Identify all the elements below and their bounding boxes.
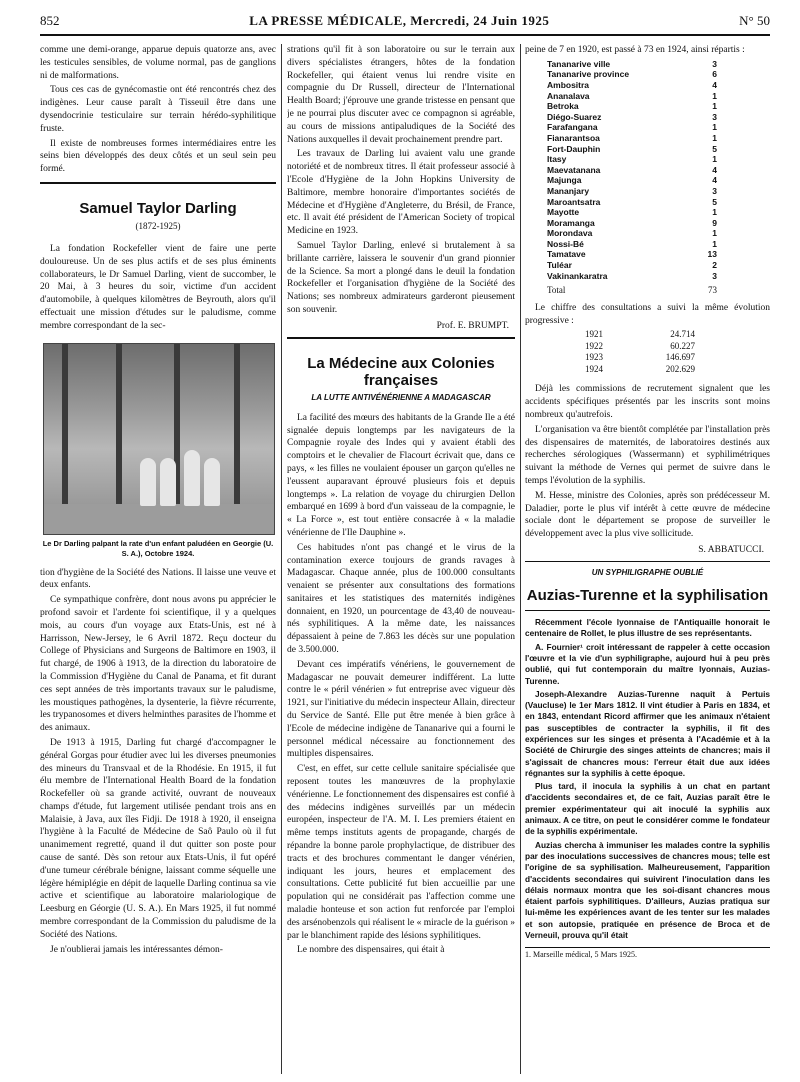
darling-photograph <box>43 343 275 535</box>
dispensary-table <box>547 59 717 296</box>
dispensary-count: 1 <box>712 207 717 218</box>
colonies-paragraph-2: Ces habitudes n'ont pas changé et le virus de la contamination exerce toujours de grands ravages à Madagascar. Chaque année, plus de 100.000 consultants venaient se présenter aux consultations des formations sanitaires et les statistiques des maternités indigènes donnaient, en 1920, un pourcentage de 43,40 de nouveau-nés syphilitiques. A la même date, les naissances dépassaient à peine de 7.863 les décès sur une population de 3.500.000. <box>287 542 515 656</box>
conclusion-paragraph-2: L'organisation va être bientôt complétée par l'installation près des dispensaires de maternités, de laboratoires destinés aux recherches sérologiques (Wassermann) et syphilimétriques suivant la méthode de Vernes qui permet de suivre dans le temps l'évolution de la syphilis. <box>525 424 770 487</box>
dispensary-count: 1 <box>712 228 717 239</box>
auzias-paragraph-1: Récemment l'école lyonnaise de l'Antiquaille honorait le centenaire de Rollet, le plus illustre de ses représentants. <box>525 617 770 639</box>
dispensary-place: Majunga <box>547 175 582 186</box>
dispensary-row <box>547 112 717 123</box>
colonies-paragraph-4: C'est, en effet, sur cette cellule sanitaire spécialisée que reposent toutes les manœuvres de la prophylaxie vénérienne. Le fonctionnement des dispensaires est confié à des médecins indigènes surveillés par un médecin européen, inspecteur de l'A. M. I. Les premiers étaient en même temps instituts agents de propagande, chargés de répandre la bonne parole prophylactique, de distribuer des tracts et des brochures commentant le danger vénérien, indiquant les jours, heures et emplacement des consultations. Cette publicité fut bien accueillie par une population qui ne considérait pas l'affection comme une maladie honteuse et son action fut renforcée par l'emploi des arsénobenzols qui réalisent le « miracle de la guérison » par le blanchiment rapide des lésions syphilitiques. <box>287 764 515 941</box>
dispensary-place: Mananjary <box>547 185 590 196</box>
dispensary-row <box>547 239 717 250</box>
intro-paragraph-2: Tous ces cas de gynécomastie ont été rencontrés chez des indigènes. Leur cause paraît à Tisseuil être dans une dysendocrinie testiculaire sur terrain hérédo-syphilitique fruste. <box>40 85 276 134</box>
dispensary-row <box>547 186 717 197</box>
intro-paragraph-1: comme une demi-orange, apparue depuis quatorze ans, avec les testicules sensibles, de volume normal, pas de ganglions ni de malformations. <box>40 45 276 81</box>
dispensary-count: 4 <box>712 175 717 186</box>
obituary-paragraph-1: tion d'hygiène de la Société des Nations. Il laisse une veuve et deux enfants. <box>40 567 276 591</box>
dispensary-count: 5 <box>712 196 717 207</box>
dispensary-row <box>547 80 717 91</box>
dispensary-place: Tamatave <box>547 249 586 260</box>
obituary-cont-2: Les travaux de Darling lui avaient valu une grande notoriété et de nombreux titres. Il était professeur associé à l'Ecole d'Hygiène de la John Hopkins University de Baltimore, membre honoraire d'importantes sociétés de Médecine et d'Hygiène d'Angleterre, du Brésil, de France, etc. Il avait été président de l'American Society of tropical Medicine en 1923. <box>287 149 515 237</box>
conclusion-paragraph-3: M. Hesse, ministre des Colonies, après son prédécesseur M. Daladier, porte le plus vif intérêt à cette œuvre de médecine sociale dont le département se propose de surveiller le développement avec la plus vive sollicitude. <box>525 490 770 540</box>
dispensary-row <box>547 175 717 186</box>
dispensary-count: 3 <box>712 58 717 69</box>
dispensary-row <box>547 260 717 271</box>
dispensary-count: 4 <box>712 164 717 175</box>
dispensary-count: 1 <box>712 238 717 249</box>
column-divider-1 <box>281 44 282 1074</box>
column-2 <box>287 44 515 959</box>
page-number: 852 <box>40 13 60 28</box>
dispensary-row <box>547 101 717 112</box>
evolution-value: 60.227 <box>670 340 695 351</box>
dispensary-place: Nossi-Bé <box>547 238 584 249</box>
obituary-paragraph-2: Ce sympathique confrère, dont nous avons pu apprécier le profond savoir et l'ardente foi scientifique, il y a quelques mois, au cours d'un voyage aux Etats-Unis, est né à Harrisson, New-Jersey, le 6 Avril 1872. Reçu docteur du College of Physicians and Surgeons de Baltimore en 1903, il fut chargé, de 1906 à 1913, de la direction du laboratoire de la Commission d'Hygiène du Canal de Panama, et fit durant ces sept années de très importants travaux sur le paludisme, les moustiques pathogènes, la dysenterie, la fièvre récurrente, les trypanosomes et divers helminthes parasites de l'homme et des animaux. <box>40 595 276 734</box>
dispensary-place: Morondava <box>547 228 593 239</box>
photo-caption: Le Dr Darling palpant la rate d'un enfant paludéen en Georgie (U. S. A.), Octobre 1924. <box>42 538 274 558</box>
dispensary-count: 5 <box>712 143 717 154</box>
dispensary-row <box>547 165 717 176</box>
dispensary-place: Betroka <box>547 101 579 112</box>
colonies-paragraph-5: Le nombre des dispensaires, qui était à <box>297 945 445 956</box>
evolution-row <box>585 341 695 353</box>
dispensary-row <box>547 91 717 102</box>
dispensary-row <box>547 69 717 80</box>
dispensary-count: 3 <box>712 185 717 196</box>
page-header <box>40 8 770 36</box>
auzias-body <box>525 617 770 941</box>
evolution-year: 1923 <box>585 352 603 363</box>
obituary-paragraph-4: Je n'oublierai jamais les intéressantes démon- <box>50 944 223 955</box>
dispensary-place: Diégo-Suarez <box>547 111 602 122</box>
auzias-kicker: UN SYPHILIGRAPHE OUBLIÉ <box>591 568 704 578</box>
evolution-intro: Le chiffre des consultations a suivi la même évolution progressive : <box>525 302 770 326</box>
dispensary-place: Tuléar <box>547 260 572 271</box>
dispensary-row <box>547 207 717 218</box>
obituary-title: Samuel Taylor Darling <box>79 199 237 217</box>
article-signature: S. ABBATUCCI. <box>698 545 764 556</box>
obituary-cont-3: Samuel Taylor Darling, enlevé si brutalement à sa brillante carrière, laissera le souvenir d'un grand pionnier de la Science. Sa mort a plongé dans le deuil la fondation Rockefeller et l'organisation d'hygiène de la Société des Nations; ses nombreux admirateurs garderont pieusement son souvenir. <box>287 240 515 315</box>
colonies-paragraph-3: Devant ces impératifs vénériens, le gouvernement de Madagascar ne pouvait demeurer indifférent. La lutte contre le « péril vénérien » fut entreprise avec vigueur dès 1921, sur l'initiative du médecin inspecteur Allain, directeur du Service de Santé. Elle put être menée à bien grâce à l'Ecole de médecine indigène de Tananarive qui a fourni le personnel médical nécessaire au fonctionnement des multiples dispensaires. <box>287 659 515 760</box>
dispensary-place: Fianarantsoa <box>547 132 600 143</box>
auzias-title: Auzias-Turenne et la syphilisation <box>526 587 769 605</box>
evolution-value: 146.697 <box>665 352 695 363</box>
obituary-intro: La fondation Rockefeller vient de faire une perte douloureuse. Un de ses plus actifs et de ses plus éminents collaborateurs, le Dr Samuel Darling, vient de succomber, le 20 Mai, à 3 heures du soir, victime d'un accident d'automobile, à quelques kilomètres de Beyrouth, alors qu'il effectuait une mission d'études sur le paludisme, comme membre correspondant de la sec- <box>40 243 276 331</box>
journal-title: LA PRESSE MÉDICALE, Mercredi, 24 Juin 1925 <box>249 13 550 28</box>
dispensary-row <box>547 249 717 260</box>
column-3 <box>525 44 770 959</box>
dispensary-row <box>547 133 717 144</box>
auzias-paragraph-4: Plus tard, il inocula la syphilis à un chat en partant d'accidents secondaires et, de ce fait, Auzias paraît être le premier expérimentateur qui ait inoculé la syphilis aux animaux. A ce titre, on peut le considérer comme le fondateur de la syphilis expérimentale. <box>525 781 770 837</box>
dispensary-count: 1 <box>712 132 717 143</box>
dispensary-row <box>547 59 717 70</box>
colonies-article-title: La Médecine aux Colonies françaises <box>307 354 495 389</box>
dispensary-row <box>547 122 717 133</box>
dispensary-count: 1 <box>712 154 717 165</box>
section-rule <box>40 182 276 184</box>
auzias-paragraph-2: A. Fournier¹ croit intéressant de rappeler à cette occasion l'œuvre et la vie d'un syphiligraphe, aujourd hui à peu près oublié, qui fut contemporain du maître lyonnais, Auzias-Turenne. <box>525 641 770 686</box>
issue-number: N° 50 <box>739 13 770 28</box>
dispensary-count: 1 <box>712 101 717 112</box>
dispensary-place: Tananarive province <box>547 69 630 80</box>
evolution-row <box>585 352 695 364</box>
dispensary-total-row <box>547 285 717 296</box>
dispensary-row <box>547 144 717 155</box>
evolution-value: 24.714 <box>670 329 695 340</box>
dispensary-row <box>547 218 717 229</box>
evolution-year: 1924 <box>585 363 603 374</box>
conclusion-paragraph-1: Déjà les commissions de recrutement signalent que les accidents spécifiques présentés par les inscrits sont moins nombreux qu'autrefois. <box>525 384 770 421</box>
dispensary-row <box>547 228 717 239</box>
evolution-year: 1921 <box>585 329 603 340</box>
dispensary-place: Vakinankaratra <box>547 270 608 281</box>
obituary-signature: Prof. E. BRUMPT. <box>436 320 509 331</box>
section-rule <box>525 610 770 611</box>
dispensary-count: 2 <box>712 260 717 271</box>
distribution-intro: peine de 7 en 1920, est passé à 73 en 1924, ainsi répartis : <box>525 45 745 55</box>
dispensary-place: Farafangana <box>547 122 598 133</box>
section-rule <box>287 337 515 339</box>
auzias-paragraph-5: Auzias chercha à immuniser les malades contre la syphilis par des inoculations successives de chancres mous; telle est l'origine de sa syphilisation. Malheureusement, l'apparition d'accidents secondaires qui suivirent l'inoculation dans les délais normaux montra que les soi-disant chancres mous étaient parfois syphilitiques. D'ailleurs, Auzias pratiqua sur lui-même les expériences avant de les tenter sur les malades et son autopsie, pratiquée en présence de Broca et de Verneuil, prouva qu'il était <box>525 839 770 941</box>
dispensary-place: Maevatanana <box>547 164 601 175</box>
obituary-years: (1872-1925) <box>135 220 181 231</box>
consultation-evolution-table <box>585 329 695 375</box>
dispensary-count: 3 <box>712 111 717 122</box>
auzias-paragraph-3: Joseph-Alexandre Auzias-Turenne naquit à Pertuis (Vaucluse) le 1er Mars 1812. Il vint étudier à Paris en 1834, et en 1843, entendant Ricord affirmer que les animaux n'étaient pas susceptibles de contracter la syphilis, il fit des expériences sur les singes et présenta à l'Académie et à la Société de Chirurgie des singes atteints de chancres; mais il s'agissait de chancres mous: l'erreur était due aux idées régnantes sur la syphilis à cette époque. <box>525 688 770 778</box>
evolution-value: 202.629 <box>665 363 695 374</box>
column-divider-2 <box>520 44 521 1074</box>
dispensary-place: Fort-Dauphin <box>547 143 601 154</box>
dispensary-count: 1 <box>712 90 717 101</box>
section-rule <box>525 561 770 562</box>
intro-paragraph-3: Il existe de nombreuses formes intermédiaires entre les seins bien développés des deux côtés et un seul sein peu formé. <box>40 138 276 175</box>
total-label: Total <box>547 285 566 296</box>
evolution-row <box>585 329 695 341</box>
dispensary-place: Ananalava <box>547 90 590 101</box>
dispensary-place: Moramanga <box>547 217 595 228</box>
total-value: 73 <box>708 285 717 296</box>
dispensary-count: 1 <box>712 122 717 133</box>
obituary-cont-1: strations qu'il fit à son laboratoire ou sur le terrain aux divers spécialistes étrangers, hôtes de la fondation Rockefeller, qui étaient venus lui rendre visite en compagnie du Dr Russell, directeur de l'International Health Board; j'éprouve une grande tristesse en pensant que je ne pourrai plus discuter avec ce compagnon si agréable, au cours de missions antipaludiques de la Société des Nations auxquelles il devait prochainement prendre part. <box>287 45 515 145</box>
colonies-article-kicker: LA LUTTE ANTIVÉNÉRIENNE A MADAGASCAR <box>311 392 491 402</box>
dispensary-place: Tananarive ville <box>547 58 611 69</box>
dispensary-count: 4 <box>712 79 717 90</box>
dispensary-row <box>547 197 717 208</box>
dispensary-count: 3 <box>712 270 717 281</box>
dispensary-count: 9 <box>712 217 717 228</box>
colonies-paragraph-1: La facilité des mœurs des habitants de la Grande Ile a été signalée depuis longtemps par les navigateurs de la Compagnie royale des Indes qui y avaient établi des comptoirs et le chevalier de Flacourt écrivait que, dans ce pays, « les filles ne voulaient épouser un garçon qu'elles ne l'eussent auparavant éprouvé plusieurs fois et depuis longtemps ». La relation de voyage du chirurgien Dellon embarqué en 1699 à bord d'un vaisseau de la compagnie, le « La Force », est tout entière consacrée à « la maladie vénérienne de l'Ile Dauphine ». <box>287 412 515 538</box>
evolution-row <box>585 364 695 376</box>
dispensary-place: Ambositra <box>547 79 590 90</box>
footnote: 1. Marseille médical, 5 Mars 1925. <box>525 947 770 959</box>
evolution-year: 1922 <box>585 340 603 351</box>
dispensary-row <box>547 271 717 282</box>
column-1 <box>40 44 276 958</box>
dispensary-place: Itasy <box>547 154 567 165</box>
dispensary-count: 13 <box>707 249 717 260</box>
dispensary-count: 6 <box>712 69 717 80</box>
dispensary-row <box>547 154 717 165</box>
dispensary-place: Mayotte <box>547 207 580 218</box>
dispensary-place: Maroantsatra <box>547 196 601 207</box>
obituary-paragraph-3: De 1913 à 1915, Darling fut chargé d'accompagner le général Gorgas pour étudier avec lui les diverses pneumonies des mineurs du Transvaal et de la Rhodésie. En 1915, il fut élu membre de l'International Health Board de la fondation Rockefeller où sa grande activité, ouvrant de nouveaux champs d'étude, fut largement utilisée pendant trois ans en Malaisie, à Java, aux îles Fidji. De 1918 à 1920, il enseigna l'hygiène à la Faculté de Médecine de Saô Paulo où il fut unanimement regretté, quand il dut quitter son poste pour cause de santé. Dès son retour aux Etats-Unis, il fut opéré d'une tumeur cérébrale bénigne, laissant comme séquelle une légère hémiplégie en dépit de laquelle Darling continua sa vie active et scientifique au laboratoire malariologique de Leesburg en Géorgie (U. S. A.). En Mars 1925, il fut nommé membre correspondant de la Commission du paludisme de la Société des Nations. <box>40 737 276 940</box>
